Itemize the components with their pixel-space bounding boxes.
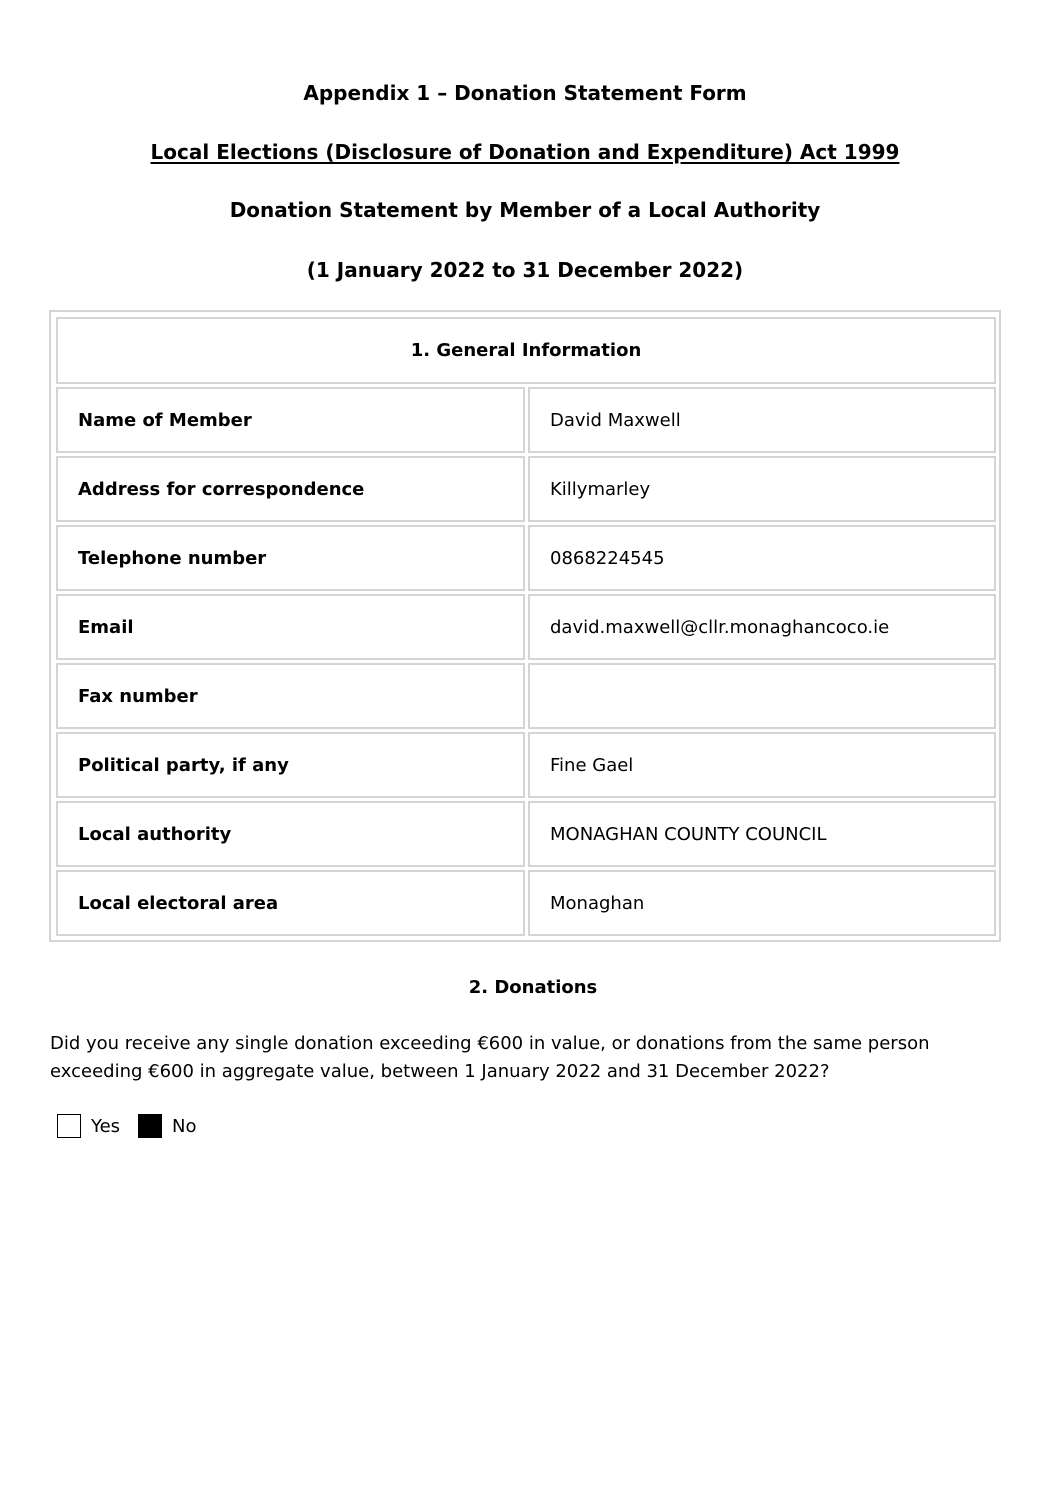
email-label: Email: [56, 594, 525, 660]
local-electoral-area-value[interactable]: Monaghan: [528, 870, 996, 936]
local-electoral-area-label: Local electoral area: [56, 870, 525, 936]
general-information-header: 1. General Information: [56, 317, 996, 384]
period-title: (1 January 2022 to 31 December 2022): [306, 258, 744, 282]
fax-value[interactable]: [528, 663, 996, 729]
political-party-label: Political party, if any: [56, 732, 525, 798]
political-party-value[interactable]: Fine Gael: [528, 732, 996, 798]
address-label: Address for correspondence: [56, 456, 525, 522]
statement-title: Donation Statement by Member of a Local Authority: [229, 198, 821, 222]
local-authority-value[interactable]: MONAGHAN COUNTY COUNCIL: [528, 801, 996, 867]
fax-label: Fax number: [56, 663, 525, 729]
telephone-label: Telephone number: [56, 525, 525, 591]
yes-checkbox[interactable]: [57, 1114, 81, 1138]
donations-section-title: 2. Donations: [468, 977, 598, 998]
telephone-value[interactable]: 0868224545: [528, 525, 996, 591]
appendix-title: Appendix 1 – Donation Statement Form: [303, 81, 747, 105]
no-checkbox[interactable]: [138, 1114, 162, 1138]
email-value[interactable]: david.maxwell@cllr.monaghancoco.ie: [528, 594, 996, 660]
local-authority-label: Local authority: [56, 801, 525, 867]
act-title: Local Elections (Disclosure of Donation and Expenditure) Act 1999: [150, 140, 900, 164]
donations-question: Did you receive any single donation exceeding €600 in value, or donations from the same person exceeding €600 in aggregate value, between 1 January 2022 and 31 December 2022?: [50, 1033, 930, 1082]
name-of-member-value[interactable]: David Maxwell: [528, 387, 996, 453]
yes-label: Yes: [91, 1116, 121, 1137]
address-value[interactable]: Killymarley: [528, 456, 996, 522]
no-label: No: [172, 1116, 197, 1137]
name-of-member-label: Name of Member: [56, 387, 525, 453]
general-information-table: [49, 310, 1001, 942]
